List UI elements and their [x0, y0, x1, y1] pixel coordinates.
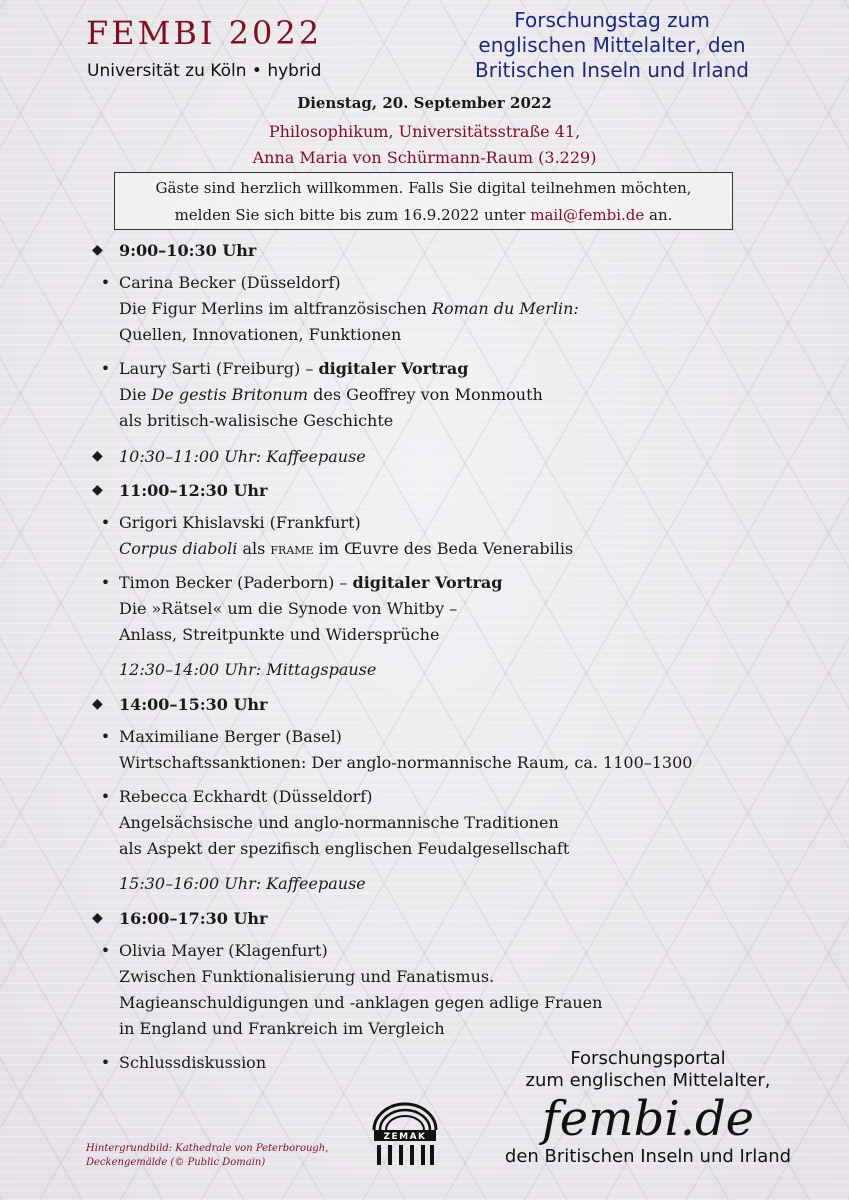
talk-item [92, 724, 792, 776]
talk-title: Corpus diaboli als frame im Œuvre des Beda Venerabilis [119, 539, 574, 558]
slot-time: 16:00–17:30 Uhr [119, 908, 268, 928]
talk-title: Quellen, Innovationen, Funktionen [119, 325, 402, 344]
talk-speaker: Laury Sarti (Freiburg) – digitaler Vortrag [119, 359, 469, 378]
venue-line: Anna Maria von Schürmann-Raum (3.229) [252, 148, 597, 167]
talk-item [92, 938, 792, 1042]
zemak-label: ZEMAK [383, 1132, 427, 1142]
conference-subtitle: Universität zu Köln • hybrid [87, 61, 322, 81]
time-slot [92, 904, 792, 932]
diamond-icon: ◆ [92, 910, 103, 926]
time-slot [92, 476, 792, 504]
time-slot [92, 236, 792, 264]
talk-speaker: Olivia Mayer (Klagenfurt) [119, 941, 328, 960]
credit-line: Hintergrundbild: Kathedrale von Peterborough, [86, 1143, 329, 1154]
talk-title: Magieanschuldigungen und -anklagen gegen adlige Frauen [119, 993, 603, 1012]
bullet-icon: • [100, 573, 111, 592]
image-credit [86, 1142, 328, 1170]
portal-logo [488, 1048, 808, 1168]
talk-title: Angelsächsische und anglo-normannische Traditionen [119, 813, 559, 832]
bullet-icon: • [100, 273, 111, 292]
talk-title: in England und Frankreich im Vergleich [119, 1019, 445, 1038]
talk-speaker: Maximiliane Berger (Basel) [119, 727, 342, 746]
digital-badge: digitaler Vortrag [352, 573, 503, 592]
event-date: Dienstag, 20. September 2022 [297, 94, 552, 112]
talk-title: als Aspekt der spezifisch englischen Feudalgesellschaft [119, 839, 570, 858]
talk-item [92, 784, 792, 862]
venue-line: Philosophikum, Universitätsstraße 41, [268, 122, 581, 141]
conference-title: FEMBI 2022 [86, 14, 323, 52]
credit-line: Deckengemälde (© Public Domain) [86, 1157, 266, 1168]
diamond-icon: ◆ [92, 242, 103, 258]
talk-title: Die Figur Merlins im altfranzösischen Roman du Merlin: [119, 299, 579, 318]
bullet-icon: • [100, 513, 111, 532]
notice-text: an. [644, 206, 673, 224]
slot-time: 9:00–10:30 Uhr [119, 240, 257, 260]
talk-item [92, 510, 792, 562]
talk-title: Zwischen Funktionalisierung und Fanatismus. [119, 967, 495, 986]
registration-notice [114, 172, 733, 230]
diamond-icon: ◆ [92, 448, 103, 464]
break-label: 15:30–16:00 Uhr: Kaffeepause [119, 874, 366, 893]
talk-title: als britisch-walisische Geschichte [119, 411, 394, 430]
portal-line: zum englischen Mittelalter, [525, 1070, 771, 1091]
time-slot [92, 690, 792, 718]
notice-line: Gäste sind herzlich willkommen. Falls Sie digital teilnehmen möchten, [155, 179, 692, 197]
talk-speaker: Timon Becker (Paderborn) – digitaler Vortrag [119, 573, 503, 592]
slot-time: 14:00–15:30 Uhr [119, 694, 268, 714]
event-description-line: Forschungstag zum [514, 8, 710, 32]
break-slot [92, 442, 792, 470]
talk-title: Die »Rätsel« um die Synode von Whitby – [119, 599, 458, 618]
bullet-icon: • [100, 727, 111, 746]
diamond-icon: ◆ [92, 482, 103, 498]
break-label: 10:30–11:00 Uhr: Kaffeepause [119, 446, 366, 466]
notice-line [115, 202, 732, 229]
bullet-icon: • [100, 787, 111, 806]
bullet-icon: • [100, 1053, 111, 1072]
talk-title: Anlass, Streitpunkte und Widersprüche [119, 625, 440, 644]
talk-item [92, 570, 792, 648]
slot-time: 11:00–12:30 Uhr [119, 480, 268, 500]
bullet-icon: • [100, 941, 111, 960]
zemak-logo-icon [368, 1100, 442, 1168]
event-description-line: Britischen Inseln und Irland [475, 58, 749, 82]
talk-title: Wirtschaftssanktionen: Der anglo-normannische Raum, ca. 1100–1300 [119, 753, 693, 772]
portal-line: Forschungsportal [570, 1048, 726, 1069]
digital-badge: digitaler Vortrag [318, 359, 469, 378]
talk-speaker: Grigori Khislavski (Frankfurt) [119, 513, 361, 532]
talk-speaker: Carina Becker (Düsseldorf) [119, 273, 341, 292]
talk-title: Die De gestis Britonum des Geoffrey von Monmouth [119, 385, 543, 404]
fembi-logo: fembi.de [541, 1091, 755, 1147]
talk-speaker: Schlussdiskussion [119, 1053, 267, 1072]
event-description-line: englischen Mittelalter, den [478, 33, 746, 57]
notice-text: melden Sie sich bitte bis zum 16.9.2022 unter [174, 206, 531, 224]
event-description [447, 8, 777, 83]
diamond-icon: ◆ [92, 696, 103, 712]
bullet-icon: • [100, 359, 111, 378]
talk-item [92, 356, 792, 434]
talk-item [92, 270, 792, 348]
email-link[interactable]: mail@fembi.de [530, 206, 645, 224]
talk-speaker: Rebecca Eckhardt (Düsseldorf) [119, 787, 373, 806]
event-venue [0, 119, 849, 171]
portal-line: den Britischen Inseln und Irland [504, 1146, 792, 1167]
break-label: 12:30–14:00 Uhr: Mittagspause [119, 660, 377, 679]
program-list [92, 236, 792, 1084]
